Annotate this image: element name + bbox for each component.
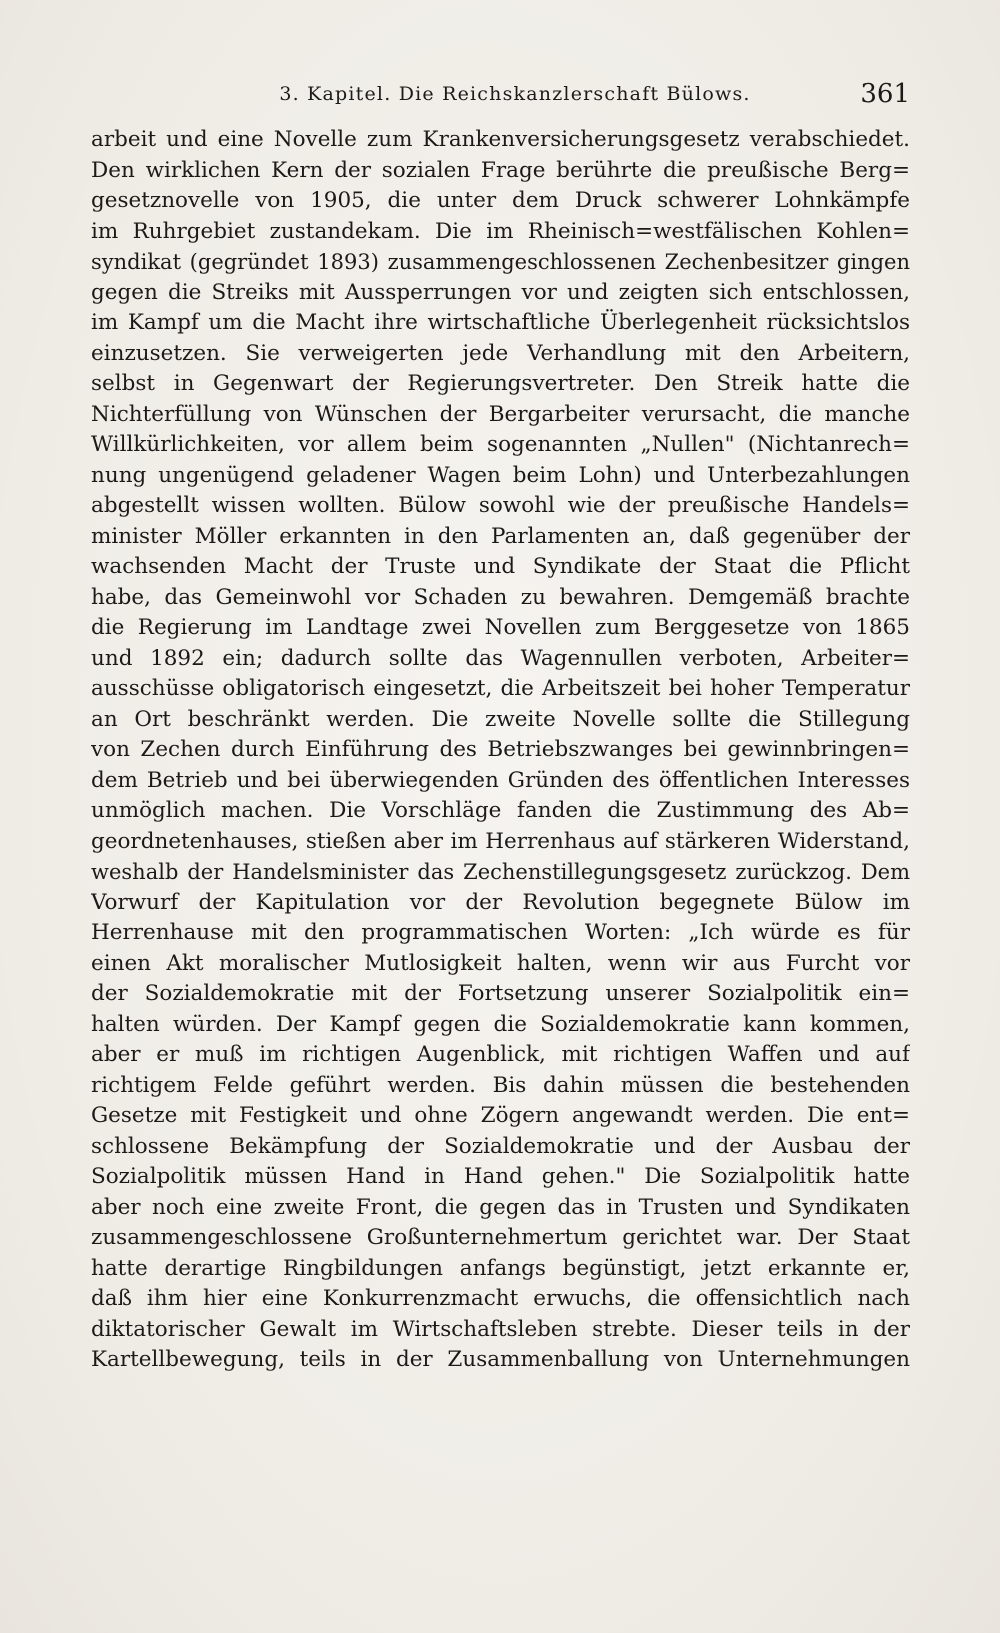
text-line: habe, das Gemeinwohl vor Schaden zu bewahren. Demgemäß brachte [91,584,910,610]
text-line: unmöglich machen. Die Vorschläge fanden die Zustimmung des Ab= [91,798,910,823]
text-line: aber noch eine zweite Front, die gegen das in Trusten und Syndikaten [91,1194,910,1220]
text-line: abgestellt wissen wollten. Bülow sowohl wie der preußische Handels= [91,493,910,518]
text-line: nung ungenügend geladener Wagen beim Lohn) und Unterbezahlungen [91,462,910,488]
text-line: syndikat (gegründet 1893) zusammengeschlossenen Zechenbesitzer gingen [91,250,910,274]
text-line: Den wirklichen Kern der sozialen Frage berührte die preußische Berg= [91,157,910,183]
text-line: gegen die Streiks mit Aussperrungen vor und zeigten sich entschlossen, [91,279,910,305]
text-line: diktatorischer Gewalt im Wirtschaftsleben strebte. Dieser teils in der [91,1316,910,1342]
text-line: und 1892 ein; dadurch sollte das Wagennullen verboten, Arbeiter= [91,645,910,671]
text-line: Nichterfüllung von Wünschen der Bergarbeiter verursacht, die manche [91,401,910,427]
text-line: der Sozialdemokratie mit der Fortsetzung unserer Sozialpolitik ein= [91,981,910,1006]
text-line: Herrenhause mit den programmatischen Worten: „Ich würde es für [91,920,910,945]
page-number: 361 [860,79,910,109]
text-line: arbeit und eine Novelle zum Krankenversicherungsgesetz verabschiedet. [91,127,910,152]
text-line: gesetznovelle von 1905, die unter dem Druck schwerer Lohnkämpfe [91,188,910,213]
text-line: schlossene Bekämpfung der Sozialdemokratie und der Ausbau der [91,1133,910,1159]
text-line: im Kampf um die Macht ihre wirtschaftliche Überlegenheit rücksichtslos [91,310,910,335]
running-head [90,74,910,114]
text-line: im Ruhrgebiet zustandekam. Die im Rheinisch=westfälischen Kohlen= [91,218,910,244]
text-line: Vorwurf der Kapitulation vor der Revolution begegnete Bülow im [91,889,910,915]
text-line: Willkürlichkeiten, vor allem beim sogenannten „Nullen" (Nichtanrech= [91,432,910,457]
text-line: selbst in Gegenwart der Regierungsvertreter. Den Streik hatte die [91,371,910,396]
text-line: die Regierung im Landtage zwei Novellen zum Berggesetze von 1865 [91,615,910,640]
text-line: an Ort beschränkt werden. Die zweite Novelle sollte die Stillegung [91,706,910,732]
text-line: einen Akt moralischer Mutlosigkeit halten, wenn wir aus Furcht vor [91,950,910,976]
body-text [91,125,910,1376]
text-line: von Zechen durch Einführung des Betriebszwanges bei gewinnbringen= [91,737,910,762]
text-line: aber er muß im richtigen Augenblick, mit richtigen Waffen und auf [91,1042,910,1067]
text-line: Gesetze mit Festigkeit und ohne Zögern angewandt werden. Die ent= [91,1103,910,1128]
running-title: 3. Kapitel. Die Reichskanzlerschaft Bülows. [279,83,751,105]
text-line: hatte derartige Ringbildungen anfangs begünstigt, jetzt erkannte er, [91,1255,910,1281]
text-line: zusammengeschlossene Großunternehmertum gerichtet war. Der Staat [91,1225,910,1250]
text-line: Sozialpolitik müssen Hand in Hand gehen." Die Sozialpolitik hatte [91,1164,910,1189]
text-line: weshalb der Handelsminister das Zechenstillegungsgesetz zurückzog. Dem [91,860,910,884]
text-line: Kartellbewegung, teils in der Zusammenballung von Unternehmungen [91,1347,910,1372]
text-line: daß ihm hier eine Konkurrenzmacht erwuchs, die offensichtlich nach [91,1286,910,1311]
text-line: halten würden. Der Kampf gegen die Sozialdemokratie kann kommen, [91,1011,910,1037]
text-line: geordnetenhauses, stießen aber im Herrenhaus auf stärkeren Widerstand, [91,828,910,854]
text-line: einzusetzen. Sie verweigerten jede Verhandlung mit den Arbeitern, [91,340,910,366]
text-line: wachsenden Macht der Truste und Syndikate der Staat die Pflicht [91,554,910,579]
text-line: dem Betrieb und bei überwiegenden Gründen des öffentlichen Interesses [91,767,910,793]
text-line: ausschüsse obligatorisch eingesetzt, die Arbeitszeit bei hoher Temperatur [91,676,910,701]
text-line: minister Möller erkannten in den Parlamenten an, daß gegenüber der [91,523,910,549]
text-line: richtigem Felde geführt werden. Bis dahin müssen die bestehenden [91,1072,910,1098]
